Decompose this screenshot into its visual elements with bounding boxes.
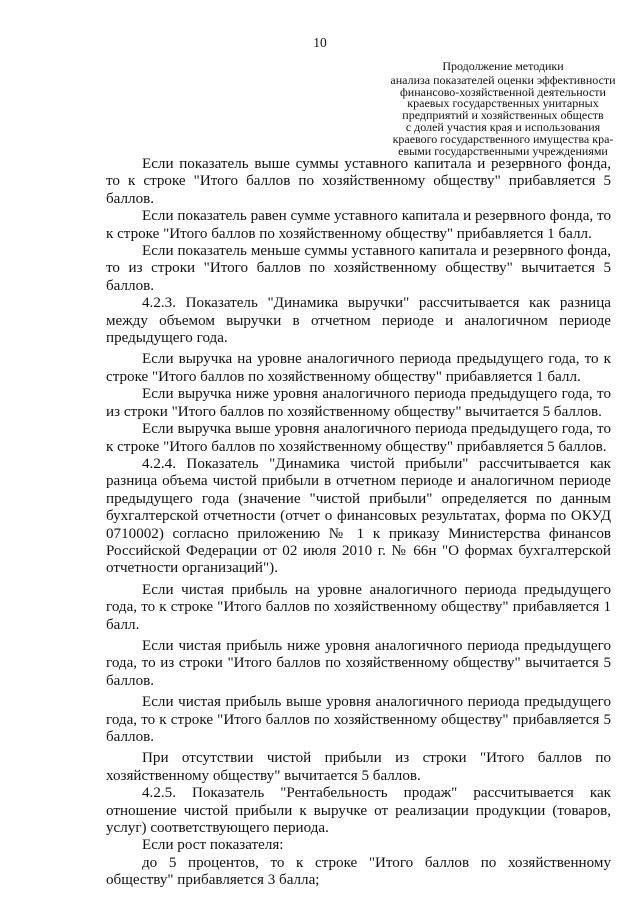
continuation-title: Продолжение методики — [442, 59, 564, 73]
paragraph: Если чистая прибыль ниже уровня аналогичного периода предыдущего года, то из строки "Итого баллов по хозяйственному обществу" вычитается 5 баллов. — [106, 637, 611, 689]
paragraph: При отсутствии чистой прибыли из строки "Итого баллов по хозяйственному обществу" вычитается 5 баллов. — [106, 750, 611, 784]
body-text — [106, 156, 611, 890]
header-line: краевых государственных унитарных — [407, 96, 599, 111]
section-4-2-5: 4.2.5. Показатель "Рентабельность продаж" рассчитывается как отношение чистой прибыли к выручке от реализации продукции (товаров, услуг) соответствующего периода. — [106, 785, 611, 837]
paragraph: Если чистая прибыль на уровне аналогичного периода предыдущего года, то к строке "Итого баллов по хозяйственному обществу" прибавляется 1 балл. — [106, 581, 611, 633]
section-4-2-4: 4.2.4. Показатель "Динамика чистой прибыли" рассчитывается как разница объема чистой прибыли в отчетном периоде и аналогичном периоде предыдущего года (значение "чистой прибыли" определяется по данным бухгалтерской отчетности (отчет о финансовых результатах, форма по ОКУД 0710002) согласно приложению № 1 к приказу Министерства финансов Российской Федерации от 02 июля 2010 г. № 66н "О формах бухгалтерской отчетности организаций"). — [106, 455, 611, 577]
paragraph: Если показатель меньше суммы уставного капитала и резервного фонда, то из строки "Итого баллов по хозяйственному обществу" вычитается 5 баллов. — [106, 243, 611, 294]
paragraph: Если рост показателя: — [142, 837, 284, 854]
page-number: 10 — [313, 35, 327, 50]
header-line: предприятий и хозяйственных обществ — [402, 108, 604, 123]
paragraph: Если выручка ниже уровня аналогичного периода предыдущего года, то из строки "Итого баллов по хозяйственному обществу" вычитается 5 баллов. — [106, 386, 611, 420]
header-line: финансово-хозяйственной деятельности — [400, 84, 606, 99]
header-line: анализа показателей оценки эффективности — [390, 72, 616, 87]
paragraph: Если выручка выше уровня аналогичного периода предыдущего года, то к строке "Итого баллов по хозяйственному обществу" прибавляется 5 баллов. — [106, 421, 611, 455]
paragraph: Если показатель равен сумме уставного капитала и резервного фонда, то к строке "Итого баллов по хозяйственному обществу" прибавляется 1 балл. — [106, 208, 611, 242]
paragraph: Если чистая прибыль выше уровня аналогичного периода предыдущего года, то к строке "Итого баллов по хозяйственному обществу" прибавляется 5 баллов. — [106, 694, 611, 745]
section-4-2-3: 4.2.3. Показатель "Динамика выручки" рассчитывается как разница между объемом выручки в отчетном периоде и аналогичном периоде предыдущего года. — [106, 295, 611, 347]
header-line: с долей участия края и использования — [405, 119, 601, 134]
paragraph: Если выручка на уровне аналогичного периода предыдущего года, то к строке "Итого баллов по хозяйственному обществу" прибавляется 1 балл. — [106, 351, 611, 385]
paragraph: Если показатель выше суммы уставного капитала и резервного фонда, то к строке "Итого баллов по хозяйственному обществу" прибавляется 5 баллов. — [106, 156, 611, 207]
header-line: евыми государственными учреждениями — [398, 143, 608, 158]
continuation-header — [338, 61, 640, 157]
paragraph: до 5 процентов, то к строке "Итого баллов по хозяйственному обществу" прибавляется 3 балла; — [106, 854, 611, 889]
header-line: краевого государственного имущества кра- — [392, 131, 614, 146]
